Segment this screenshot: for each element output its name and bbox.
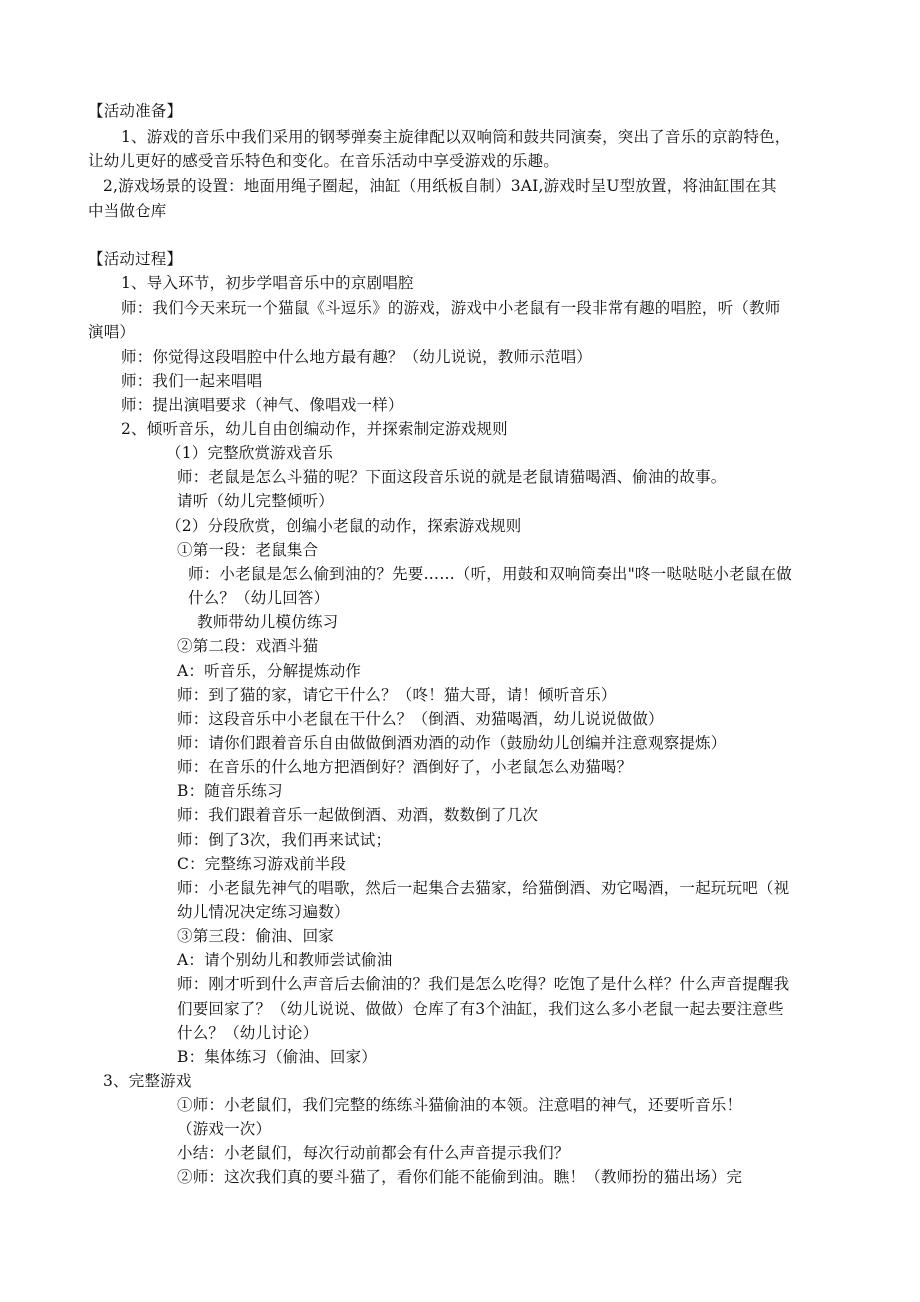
text-line: 小结：小老鼠们，每次行动前都会有什么声音提示我们？: [177, 1144, 570, 1162]
text-line: ②第二段：戏酒斗猫: [177, 637, 319, 655]
text-line: B：随音乐练习: [177, 782, 283, 800]
section-heading-preparation: 【活动准备】: [88, 102, 183, 120]
text-line: （游戏一次）: [177, 1120, 272, 1138]
text-line: 让幼儿更好的感受音乐特色和变化。在音乐活动中享受游戏的乐趣。: [88, 152, 560, 170]
text-line: 什么？（幼儿回答）: [188, 589, 330, 607]
text-line: 师：刚才听到什么声音后去偷油的？我们是怎么吃得？吃饱了是什么样？什么声音提醒我: [177, 975, 790, 993]
section-heading-process: 【活动过程】: [88, 250, 183, 268]
text-line: ①师：小老鼠们，我们完整的练练斗猫偷油的本领。注意唱的神气，还要听音乐！: [177, 1096, 743, 1114]
text-line: ②师：这次我们真的要斗猫了，看你们能不能偷到油。瞧！（教师扮的猫出场）完: [177, 1168, 743, 1186]
text-line: 2、倾听音乐，幼儿自由创编动作，并探索制定游戏规则: [121, 420, 508, 438]
text-line: （1）完整欣赏游戏音乐: [166, 444, 334, 462]
text-line: 师：倒了3次，我们再来试试；: [177, 831, 392, 849]
text-line: 2,游戏场景的设置：地面用绳子圈起，油缸（用纸板自制）3AI,游戏时呈U型放置，将油缸围在其: [103, 177, 777, 195]
text-line: 师：小老鼠是怎么偷到油的？先要……（听，用鼓和双响筒奏出"咚一哒哒哒小老鼠在做: [188, 565, 792, 583]
text-line: 师：小老鼠先神气的唱歌，然后一起集合去猫家，给猫倒酒、劝它喝酒，一起玩玩吧（视: [177, 879, 790, 897]
text-line: 师：老鼠是怎么斗猫的呢？下面这段音乐说的就是老鼠请猫喝酒、偷油的故事。: [177, 468, 727, 486]
text-line: 1、导入环节，初步学唱音乐中的京剧唱腔: [121, 274, 414, 292]
text-line: 师：到了猫的家，请它干什么？（咚！猫大哥，请！倾听音乐）: [177, 686, 617, 704]
text-line: 中当做仓库: [88, 202, 167, 220]
text-line: 师：在音乐的什么地方把酒倒好？酒倒好了，小老鼠怎么劝猫喝？: [177, 758, 633, 776]
text-line: 师：我们今天来玩一个猫鼠《斗逗乐》的游戏，游戏中小老鼠有一段非常有趣的唱腔，听（教师: [121, 299, 781, 317]
text-line: 什么？（幼儿讨论）: [177, 1024, 319, 1042]
text-line: 师：我们跟着音乐一起做倒酒、劝酒，数数倒了几次: [177, 806, 539, 824]
text-line: 3、完整游戏: [103, 1072, 192, 1090]
text-line: （2）分段欣赏，创编小老鼠的动作，探索游戏规则: [166, 517, 522, 535]
text-line: 师：提出演唱要求（神气、像唱戏一样）: [121, 396, 404, 414]
text-line: 请听（幼儿完整倾听）: [177, 492, 335, 510]
text-line: C：完整练习游戏前半段: [177, 855, 347, 873]
text-line: ①第一段：老鼠集合: [177, 541, 319, 559]
text-line: 教师带幼儿模仿练习: [197, 613, 339, 631]
text-line: B：集体练习（偷油、回家）: [177, 1048, 377, 1066]
text-line: 师：你觉得这段唱腔中什么地方最有趣？（幼儿说说，教师示范唱）: [121, 348, 593, 366]
text-line: ③第三段：偷油、回家: [177, 927, 335, 945]
text-line: 师：请你们跟着音乐自由做做倒酒劝酒的动作（鼓励幼儿创编并注意观察提炼）: [177, 734, 727, 752]
text-line: 们要回家了？（幼儿说说、做做）仓库了有3个油缸，我们这么多小老鼠一起去要注意些: [177, 1000, 784, 1018]
text-line: 1、游戏的音乐中我们采用的钢琴弹奏主旋律配以双响筒和鼓共同演奏，突出了音乐的京韵特色，: [121, 128, 791, 146]
text-line: 师：这段音乐中小老鼠在干什么？（倒酒、劝猫喝酒，幼儿说说做做）: [177, 710, 664, 728]
text-line: 幼儿情况决定练习遍数）: [177, 903, 350, 921]
text-line: A：请个别幼儿和教师尝试偷油: [177, 951, 393, 969]
text-line: A：听音乐，分解提炼动作: [177, 662, 362, 680]
text-line: 师：我们一起来唱唱: [121, 372, 263, 390]
text-line: 演唱）: [88, 323, 136, 341]
